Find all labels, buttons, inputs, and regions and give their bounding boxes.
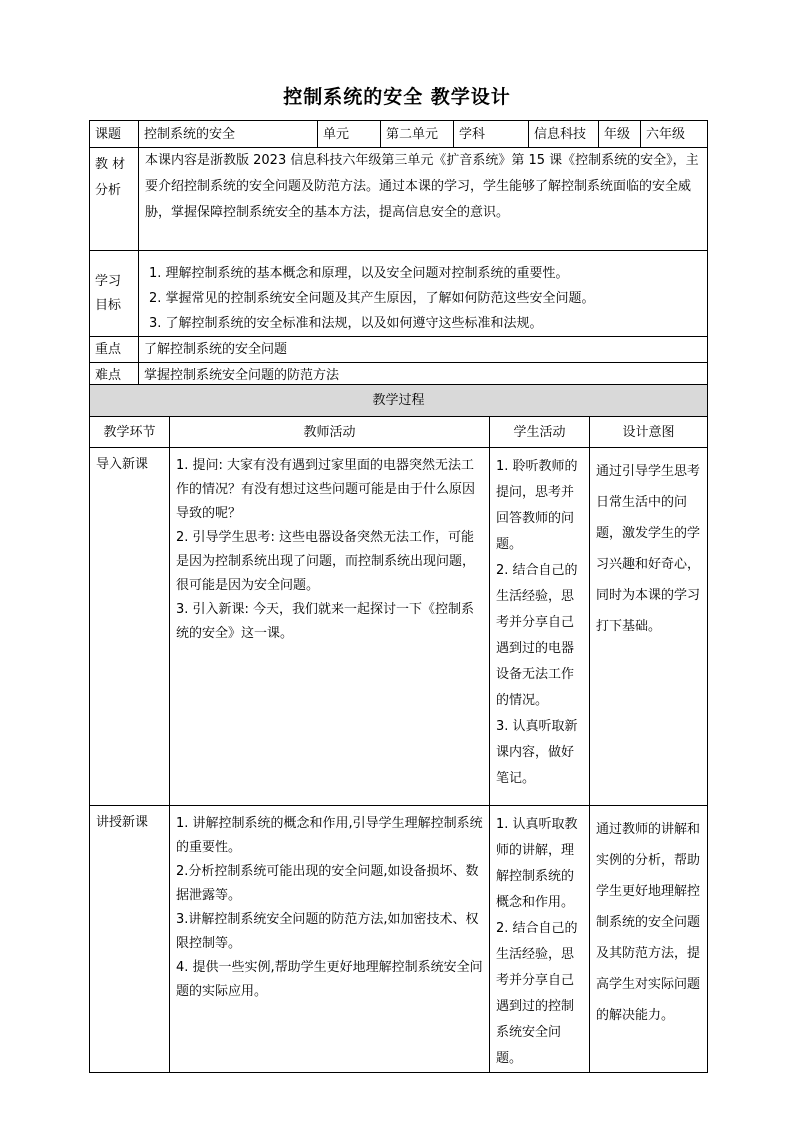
student-activity — [490, 806, 590, 1073]
goal-item: 1. 理解控制系统的基本概念和原理，以及安全问题对控制系统的重要性。 — [149, 266, 569, 281]
unit-label: 单元 — [318, 121, 381, 148]
stage-new-lesson: 讲授新课 — [90, 806, 170, 1073]
goal-item: 3. 了解控制系统的安全标准和法规，以及如何遵守这些标准和法规。 — [149, 316, 543, 331]
goals-label: 学习 目标 — [90, 251, 139, 337]
course-info-table — [89, 120, 708, 389]
teacher-step: 4. 提供一些实例,帮助学生更好地理解控制系统安全问题的实际应用。 — [176, 960, 483, 999]
student-activity — [490, 448, 590, 806]
design-intent: 通过教师的讲解和实例的分析，帮助学生更好地理解控制系统的安全问题及其防范方法，提高学生对实际问题的解决能力。 — [590, 806, 708, 1073]
goal-item: 2. 掌握常见的控制系统安全问题及其产生原因，了解如何防范这些安全问题。 — [149, 291, 595, 306]
goals-list — [139, 251, 708, 337]
column-header-student: 学生活动 — [490, 417, 590, 448]
student-step: 2. 结合自己的生活经验，思考并分享自己遇到过的控制系统安全问题。 — [496, 921, 578, 1066]
teacher-step: 3.讲解控制系统安全问题的防范方法,如加密技术、权限控制等。 — [176, 912, 479, 951]
subject-value: 信息科技 — [529, 121, 599, 148]
difficulty-label: 难点 — [90, 363, 139, 389]
column-header-stage: 教学环节 — [90, 417, 170, 448]
teacher-step: 3. 引入新课: 今天，我们就来一起探讨一下《控制系统的安全》这一课。 — [176, 602, 475, 641]
analysis-text: 本课内容是浙教版 2023 信息科技六年级第三单元《扩音系统》第 15 课《控制系统的安全》，主要介绍控制系统的安全问题及防范方法。通过本课的学习，学生能够了解控制系统面临的安全威胁，掌握保障控制系统安全的基本方法，提高信息安全的意识。 — [139, 148, 708, 251]
table-row — [90, 448, 708, 806]
grade-label: 年级 — [599, 121, 641, 148]
key-point-label: 重点 — [90, 337, 139, 363]
page-title: 控制系统的安全 教学设计 — [283, 86, 511, 108]
teacher-step: 1. 提问: 大家有没有遇到过家里面的电器突然无法工作的情况？有没有想过这些问题可能是由于什么原因导致的呢？ — [176, 458, 476, 521]
student-step: 2. 结合自己的生活经验，思考并分享自己遇到过的电器设备无法工作的情况。 — [496, 563, 578, 708]
teacher-activity — [170, 448, 490, 806]
student-step: 1. 聆听教师的提问，思考并回答教师的问题。 — [496, 459, 578, 552]
table-row — [90, 806, 708, 1073]
column-header-teacher: 教师活动 — [170, 417, 490, 448]
process-header: 教学过程 — [90, 385, 708, 417]
grade-value: 六年级 — [641, 121, 708, 148]
column-header-intent: 设计意图 — [590, 417, 708, 448]
teaching-process-table — [89, 384, 708, 1073]
topic-label: 课题 — [90, 121, 139, 148]
difficulty-text: 掌握控制系统安全问题的防范方法 — [139, 363, 708, 389]
teacher-step: 2.分析控制系统可能出现的安全问题,如设备损坏、数据泄露等。 — [176, 864, 479, 903]
stage-intro: 导入新课 — [90, 448, 170, 806]
teacher-step: 1. 讲解控制系统的概念和作用,引导学生理解控制系统的重要性。 — [176, 816, 483, 855]
teacher-activity — [170, 806, 490, 1073]
analysis-label: 教 材 分析 — [90, 148, 139, 251]
teacher-step: 2. 引导学生思考: 这些电器设备突然无法工作，可能是因为控制系统出现了问题，而控制系统出现问题，很可能是因为安全问题。 — [176, 530, 476, 593]
student-step: 3. 认真听取新课内容，做好笔记。 — [496, 719, 578, 786]
design-intent: 通过引导学生思考日常生活中的问题，激发学生的学习兴趣和好奇心，同时为本课的学习打下基础。 — [590, 448, 708, 806]
unit-value: 第二单元 — [381, 121, 454, 148]
topic-value: 控制系统的安全 — [139, 121, 318, 148]
key-point-text: 了解控制系统的安全问题 — [139, 337, 708, 363]
subject-label: 学科 — [454, 121, 529, 148]
student-step: 1. 认真听取教师的讲解，理解控制系统的概念和作用。 — [496, 817, 578, 910]
